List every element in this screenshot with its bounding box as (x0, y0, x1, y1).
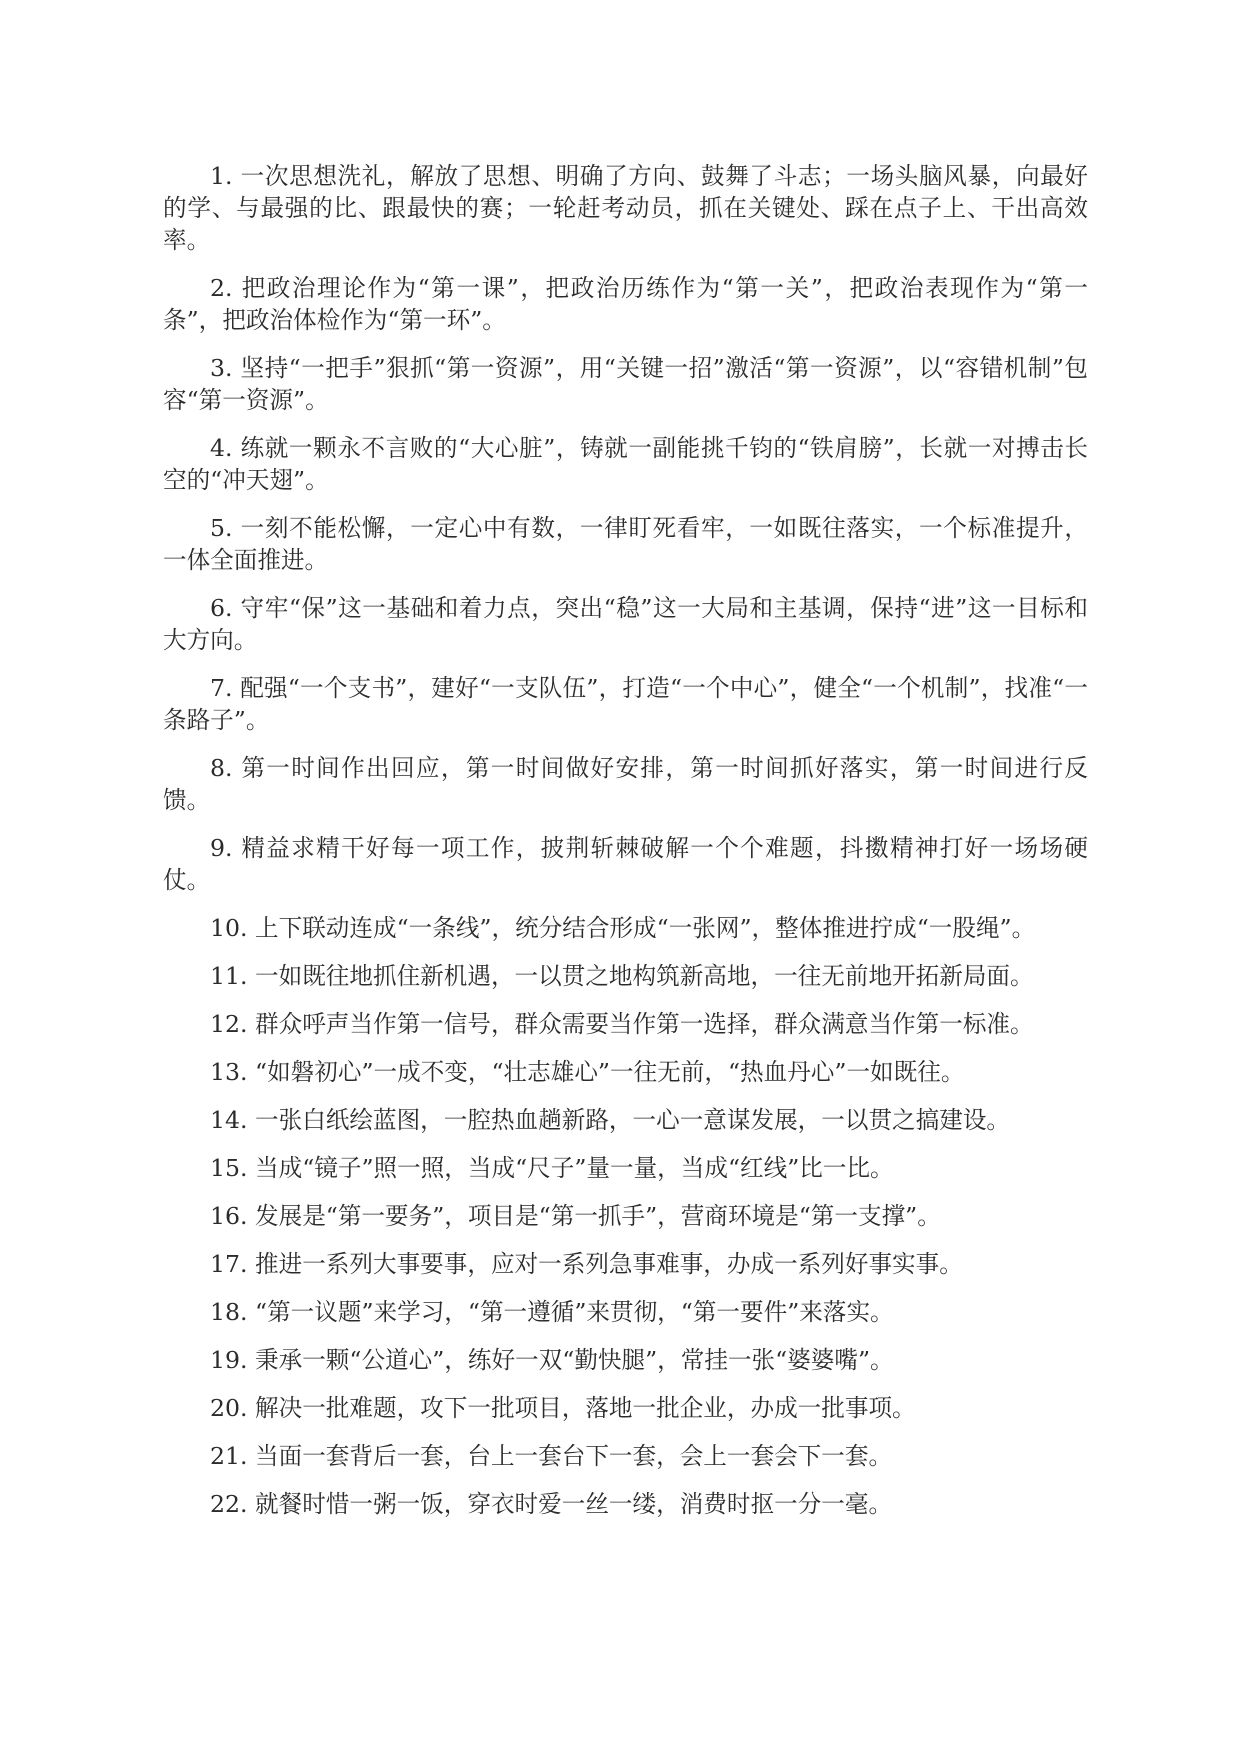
paragraph-7: 7. 配强“一个支书”，建好“一支队伍”，打造“一个中心”，健全“一个机制”，找准“一条路子”。 (163, 674, 1088, 734)
paragraph-6: 6. 守牢“保”这一基础和着力点，突出“稳”这一大局和主基调，保持“进”这一目标和大方向。 (163, 594, 1088, 654)
paragraph-18: 18. “第一议题”来学习，“第一遵循”来贯彻，“第一要件”来落实。 (210, 1298, 894, 1326)
paragraph-8: 8. 第一时间作出回应，第一时间做好安排，第一时间抓好落实，第一时间进行反馈。 (163, 754, 1088, 814)
paragraph-15: 15. 当成“镜子”照一照，当成“尺子”量一量，当成“红线”比一比。 (210, 1154, 894, 1182)
paragraph-4: 4. 练就一颗永不言败的“大心脏”，铸就一副能挑千钧的“铁肩膀”，长就一对搏击长空的“冲天翅”。 (163, 434, 1088, 494)
paragraph-10: 10. 上下联动连成“一条线”，统分结合形成“一张网”，整体推进拧成“一股绳”。 (210, 914, 1036, 942)
document-body (163, 160, 1088, 1536)
paragraph-16: 16. 发展是“第一要务”，项目是“第一抓手”，营商环境是“第一支撑”。 (210, 1202, 941, 1230)
paragraph-9: 9. 精益求精干好每一项工作，披荆斩棘破解一个个难题，抖擞精神打好一场场硬仗。 (163, 834, 1088, 894)
paragraph-21: 21. 当面一套背后一套，台上一套台下一套，会上一套会下一套。 (210, 1442, 893, 1470)
paragraph-11: 11. 一如既往地抓住新机遇，一以贯之地构筑新高地，一往无前地开拓新局面。 (210, 962, 1034, 990)
paragraph-2: 2. 把政治理论作为“第一课”，把政治历练作为“第一关”，把政治表现作为“第一条”，把政治体检作为“第一环”。 (163, 274, 1088, 334)
paragraph-12: 12. 群众呼声当作第一信号，群众需要当作第一选择，群众满意当作第一标准。 (210, 1010, 1034, 1038)
paragraph-20: 20. 解决一批难题，攻下一批项目，落地一批企业，办成一批事项。 (210, 1394, 916, 1422)
paragraph-14: 14. 一张白纸绘蓝图，一腔热血趟新路，一心一意谋发展，一以贯之搞建设。 (210, 1106, 1011, 1134)
paragraph-3: 3. 坚持“一把手”狠抓“第一资源”，用“关键一招”激活“第一资源”，以“容错机制”包容“第一资源”。 (163, 354, 1088, 414)
paragraph-13: 13. “如磐初心”一成不变，“壮志雄心”一往无前，“热血丹心”一如既往。 (210, 1058, 965, 1086)
paragraph-1: 1. 一次思想洗礼，解放了思想、明确了方向、鼓舞了斗志；一场头脑风暴，向最好的学、与最强的比、跟最快的赛；一轮赶考动员，抓在关键处、踩在点子上、干出高效率。 (163, 162, 1088, 254)
paragraph-5: 5. 一刻不能松懈，一定心中有数，一律盯死看牢，一如既往落实，一个标准提升，一体全面推进。 (163, 514, 1088, 574)
paragraph-22: 22. 就餐时惜一粥一饭，穿衣时爱一丝一缕，消费时抠一分一毫。 (210, 1490, 893, 1518)
paragraph-19: 19. 秉承一颗“公道心”，练好一双“勤快腿”，常挂一张“婆婆嘴”。 (210, 1346, 894, 1374)
paragraph-17: 17. 推进一系列大事要事，应对一系列急事难事，办成一系列好事实事。 (210, 1250, 963, 1278)
